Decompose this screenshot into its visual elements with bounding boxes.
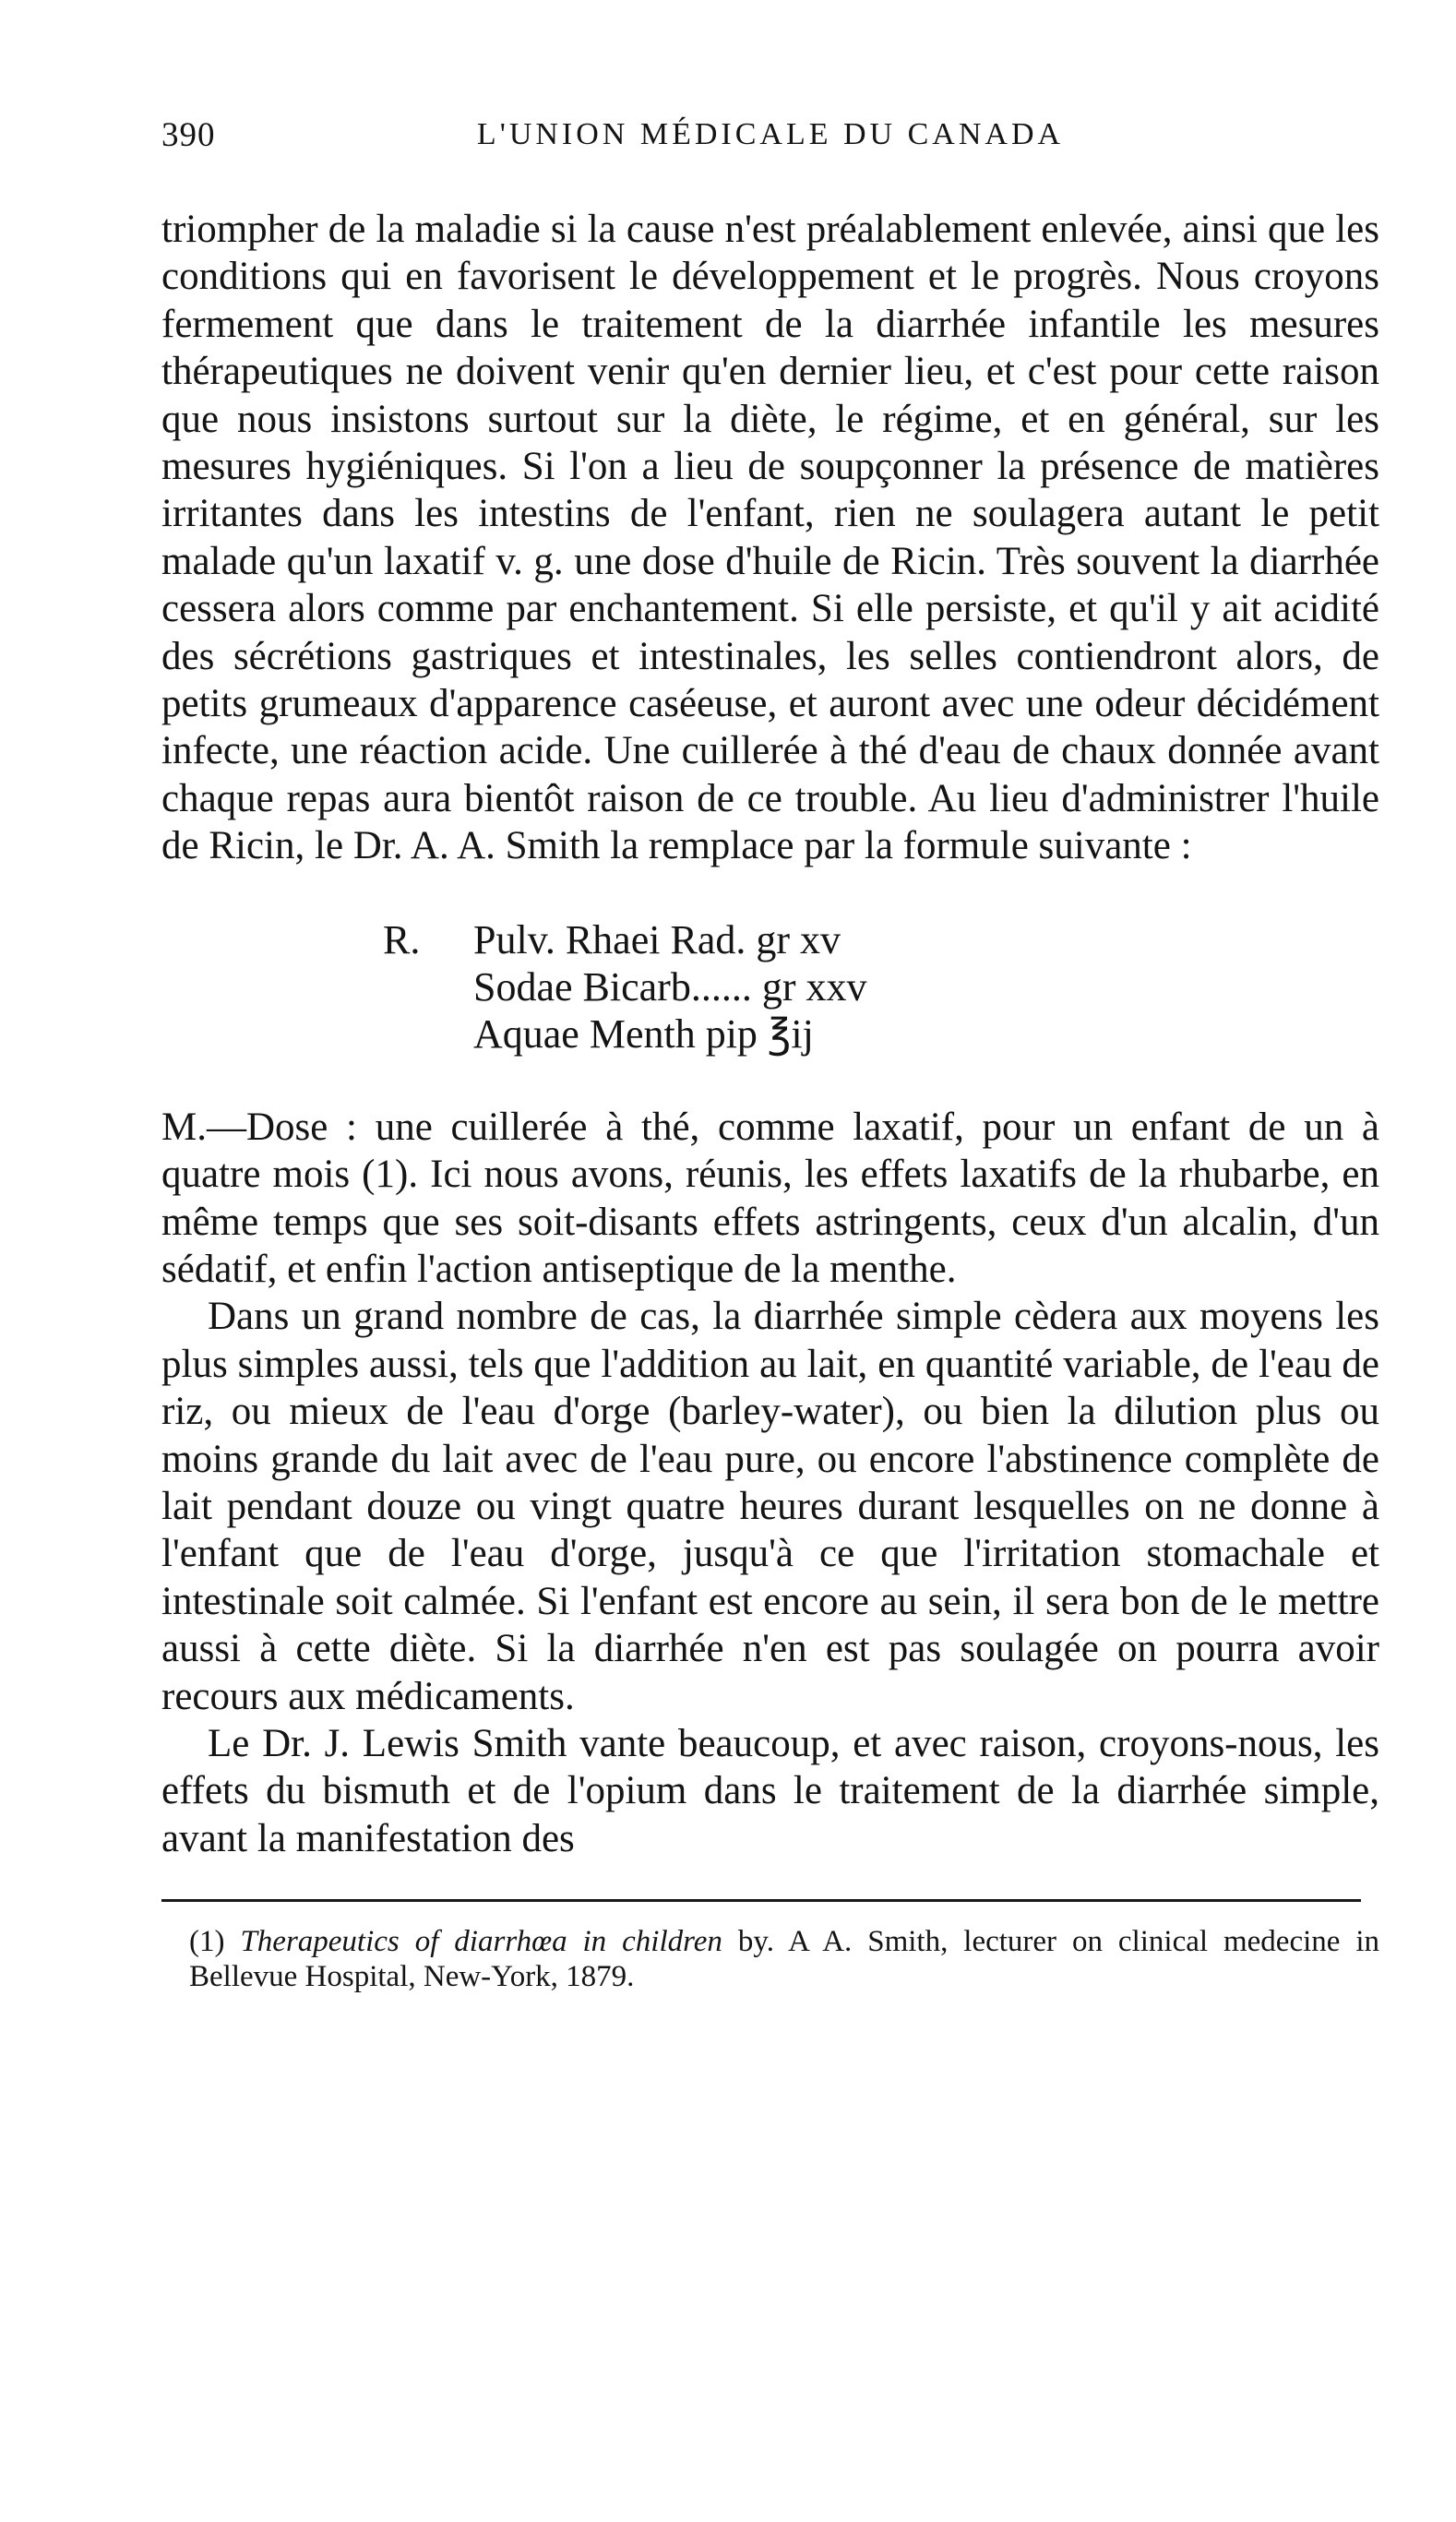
footnote xyxy=(161,1924,1379,1994)
page-number: 390 xyxy=(161,116,216,154)
prescription xyxy=(383,916,1379,1058)
prescription-ingredient: Pulv. Rhaei Rad. gr xv xyxy=(473,916,841,962)
footnote-citation: by. A A. Smith, lecturer on clinical medecine in Bellevue Hospital, New-York, 1879. xyxy=(189,1925,1380,1994)
prescription-line xyxy=(383,1010,1379,1058)
body-text xyxy=(161,206,1379,1862)
prescription-ingredient: Aquae Menth pip ℥ij xyxy=(473,1010,814,1057)
paragraph-dose: M.—Dose : une cuillerée à thé, comme laxatif, pour un enfant de un à quatre mois (1). Ici nous avons, réunis, les effets laxatifs de la rhubarbe, en même temps que ses soit-disants effets astringents, ceux d'un alcalin, d'un sédatif, et enfin l'action antiseptique de la menthe. xyxy=(161,1105,1379,1291)
prescription-line xyxy=(383,916,1379,963)
footnote-divider xyxy=(161,1899,1361,1902)
paragraph-continued: triompher de la maladie si la cause n'est préalablement enlevée, ainsi que les conditions qui en favorisent le développement et le progrès. Nous croyons fermement que dans le traitement de la diarrhée infantile les mesures thérapeutiques ne doivent venir qu'en dernier lieu, et c'est pour cette raison que nous insistons surtout sur la diète, le régime, et en général, sur les mesures hygiéniques. Si l'on a lieu de soupçonner la présence de matières irritantes dans les intestins de l'enfant, rien ne soulagera autant le petit malade qu'un laxatif v. g. une dose d'huile de Ricin. Très souvent la diarrhée cessera alors comme par enchantement. Si elle persiste, et qu'il y ait acidité des sécrétions gastriques et intestinales, les selles contiendront alors, de petits grumeaux d'apparence caséeuse, et auront avec une odeur décidément infecte, une réaction acide. Une cuillerée à thé d'eau de chaux donnée avant chaque repas aura bientôt raison de ce trouble. Au lieu d'administrer l'huile de Ricin, le Dr. A. A. Smith la remplace par la formule suivante : xyxy=(161,208,1379,868)
footnote-cited-title: Therapeutics of diarrhœa in children xyxy=(240,1925,722,1959)
page xyxy=(161,115,1379,1994)
recipe-symbol: R. xyxy=(383,916,421,962)
paragraph-simple-diarrhea: Dans un grand nombre de cas, la diarrhée simple cèdera aux moyens les plus simples aussi, tels que l'addition au lait, en quantité variable, de l'eau de riz, ou mieux de l'eau d'orge (barley-water), ou bien la dilution plus ou moins grande du lait avec de l'eau pure, ou encore l'abstinence complète de lait pendant douze ou vingt quatre heures durant lesquelles on ne donne à l'enfant que de l'eau d'orge, jusqu'à ce que l'irritation stomachale et intestinale soit calmée. Si l'enfant est encore au sein, il sera bon de le mettre aussi à cette diète. Si la diarrhée n'en est pas soulagée on pourra avoir recours aux médicaments. xyxy=(161,1295,1379,1718)
prescription-line xyxy=(383,963,1379,1010)
running-head xyxy=(161,115,1379,171)
footnote-marker: (1) xyxy=(189,1925,225,1959)
paragraph-lewis-smith: Le Dr. J. Lewis Smith vante beaucoup, et avec raison, croyons-nous, les effets du bismuth et de l'opium dans le traitement de la diarrhée simple, avant la manifestation des xyxy=(161,1721,1379,1860)
journal-title: L'UNION MÉDICALE DU CANADA xyxy=(476,117,1065,151)
prescription-ingredient: Sodae Bicarb...... gr xxv xyxy=(473,963,867,1010)
